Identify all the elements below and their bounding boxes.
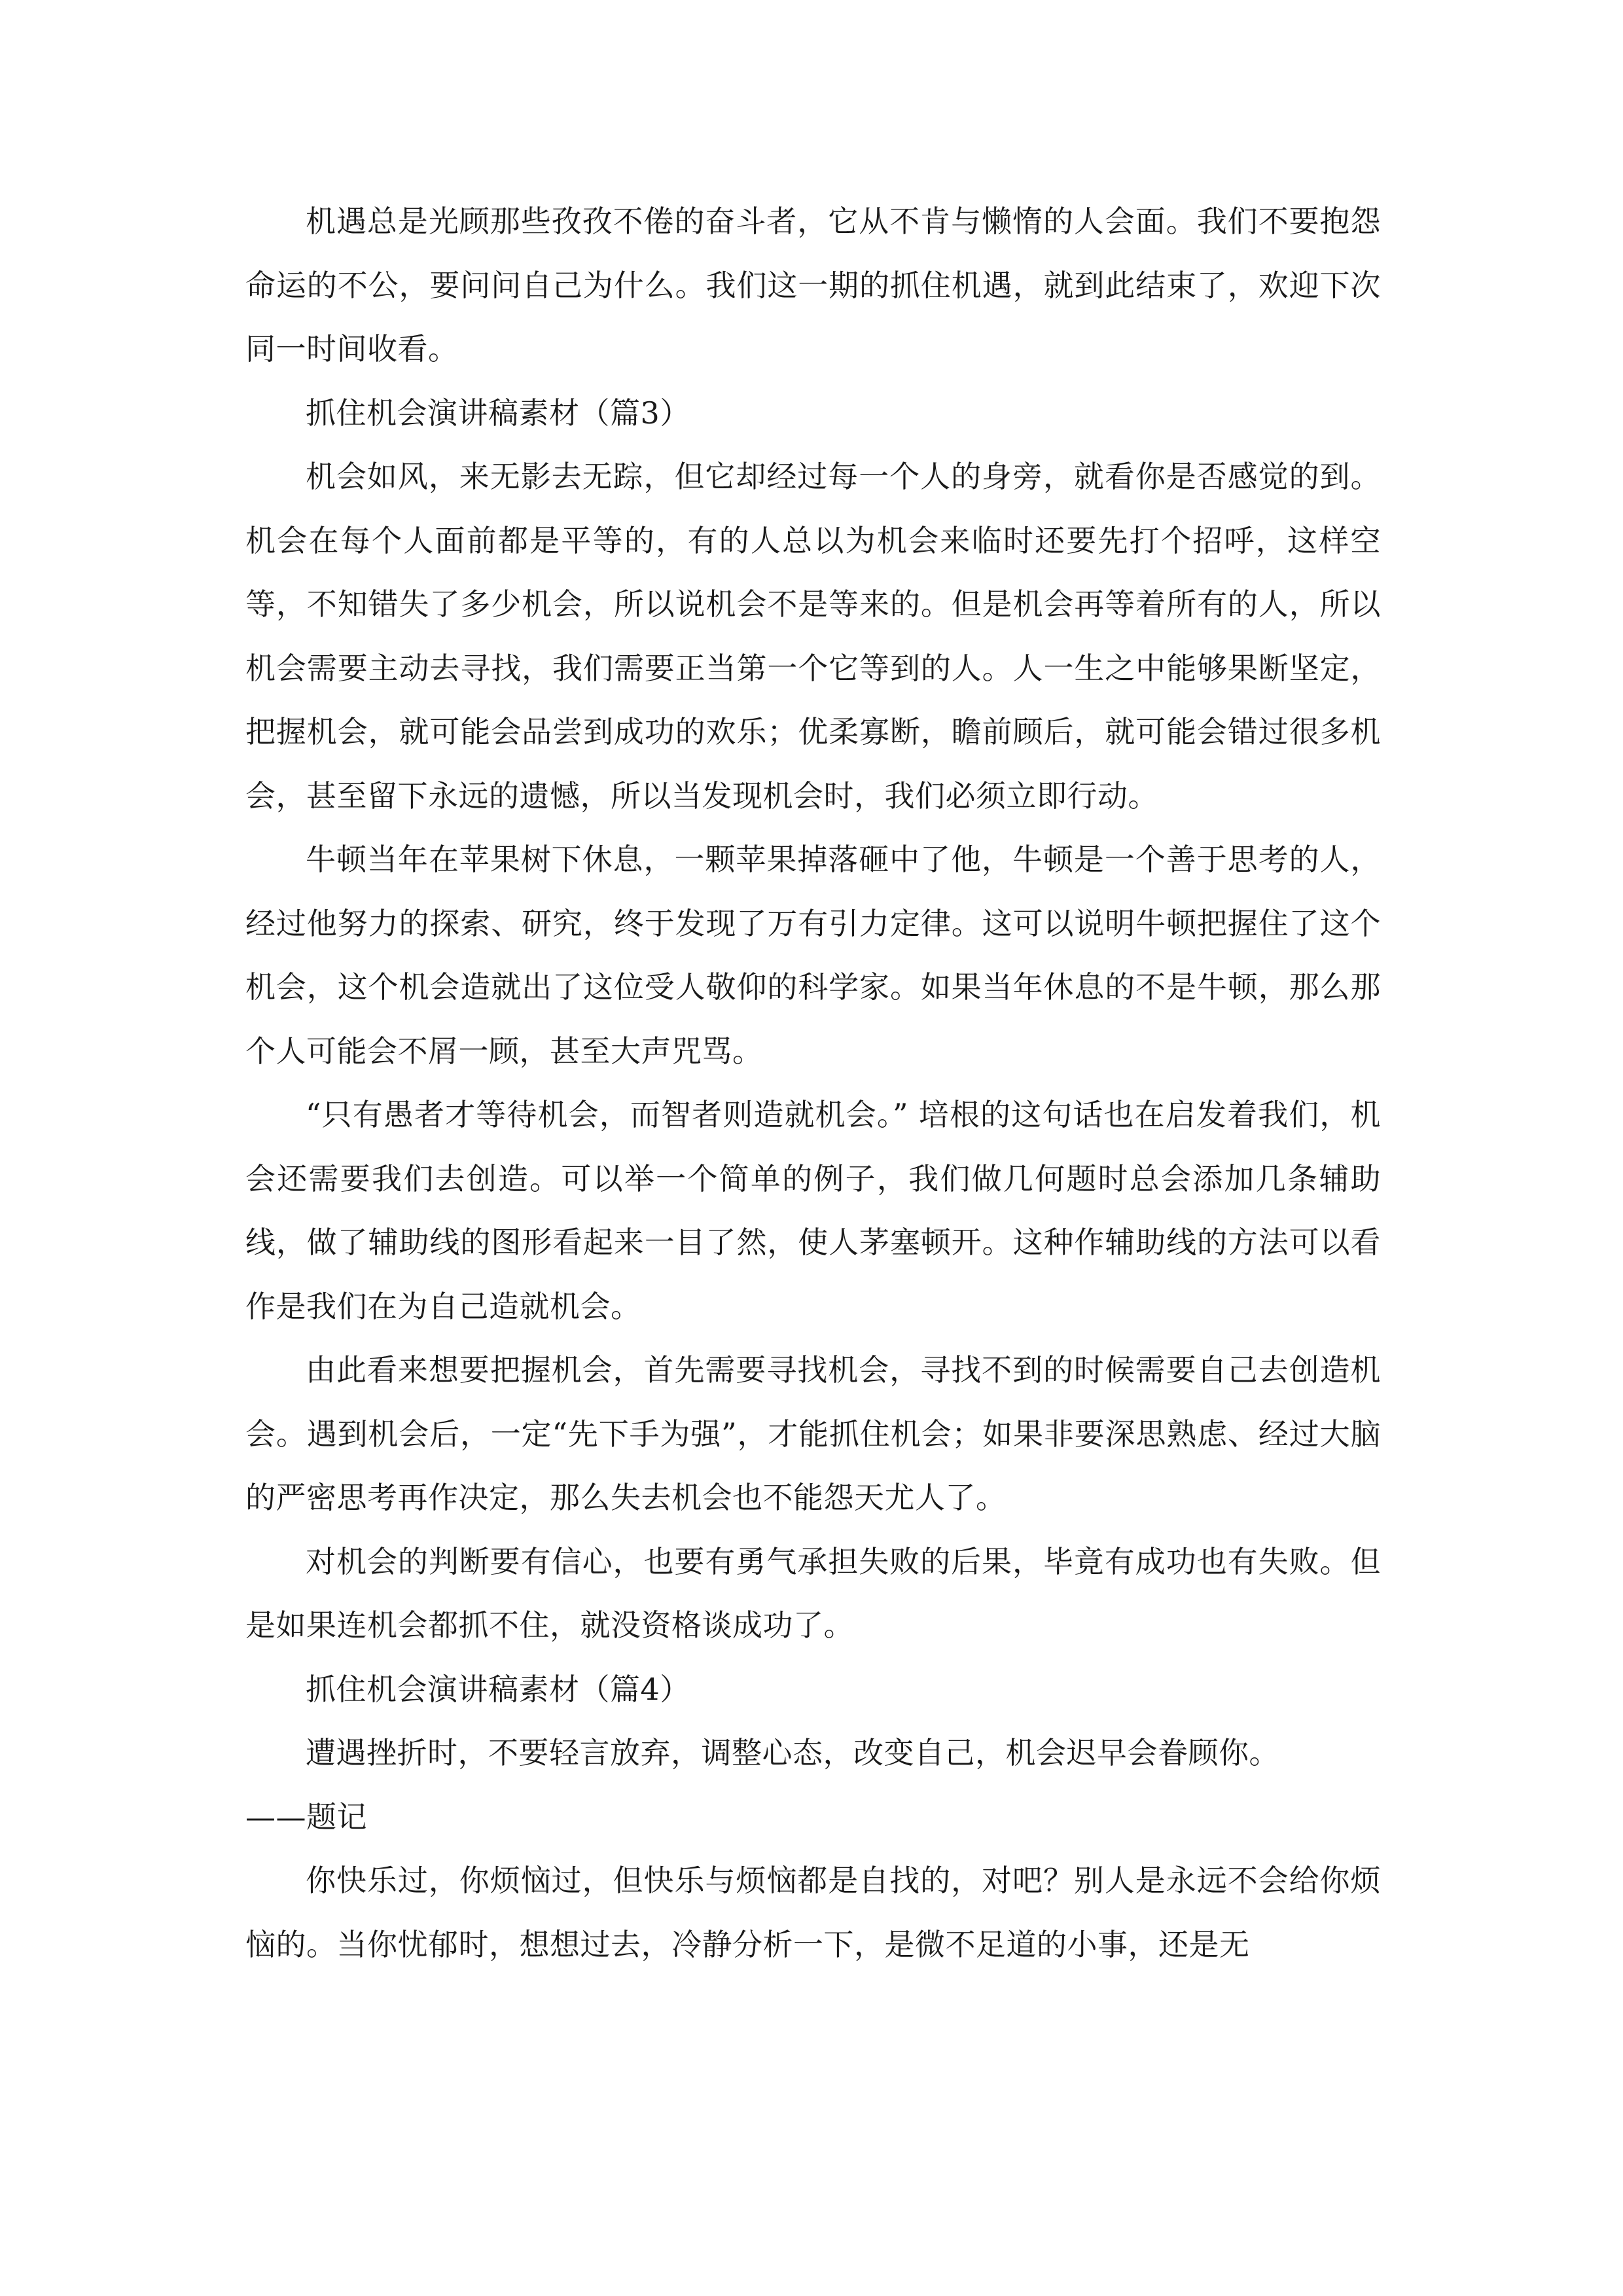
document-page — [245, 190, 1381, 1977]
paragraph-epigraph: 遭遇挫折时，不要轻言放弃，调整心态，改变自己，机会迟早会眷顾你。 — [306, 1735, 1279, 1770]
epigraph-signature: ——题记 — [245, 1799, 367, 1835]
paragraph-opportunity-visits: 机遇总是光顾那些孜孜不倦的奋斗者，它从不肯与懒惰的人会面。我们不要抱怨命运的不公，要问问自己为什么。我们这一期的抓住机遇，就到此结束了，欢迎下次同一时间收看。 — [245, 204, 1381, 367]
paragraph-confidence: 对机会的判断要有信心，也要有勇气承担失败的后果，毕竟有成功也有失败。但是如果连机会都抓不住，就没资格谈成功了。 — [245, 1543, 1381, 1643]
section-heading-part-4: 抓住机会演讲稿素材（篇4） — [306, 1671, 690, 1707]
paragraph-bacon-quote: “只有愚者才等待机会，而智者则造就机会。” 培根的这句话也在启发着我们，机会还需要我们去创造。可以举一个简单的例子，我们做几何题时总会添加几条辅助线，做了辅助线的图形看起来一目了然，使人茅塞顿开。这种作辅助线的方法可以看作是我们在为自己造就机会。 — [245, 1097, 1381, 1324]
paragraph-opportunity-wind: 机会如风，来无影去无踪，但它却经过每一个人的身旁，就看你是否感觉的到。机会在每个人面前都是平等的，有的人总以为机会来临时还要先打个招呼，这样空等，不知错失了多少机会，所以说机会不是等来的。但是机会再等着所有的人，所以机会需要主动去寻找，我们需要正当第一个它等到的人。人一生之中能够果断坚定，把握机会，就可能会品尝到成功的欢乐；优柔寡断，瞻前顾后，就可能会错过很多机会，甚至留下永远的遗憾，所以当发现机会时，我们必须立即行动。 — [245, 459, 1381, 814]
paragraph-seize-first: 由此看来想要把握机会，首先需要寻找机会，寻找不到的时候需要自己去创造机会。遇到机会后，一定“先下手为强”，才能抓住机会；如果非要深思熟虑、经过大脑的严密思考再作决定，那么失去机会也不能怨天尤人了。 — [245, 1352, 1381, 1515]
section-heading-part-3: 抓住机会演讲稿素材（篇3） — [306, 395, 690, 431]
paragraph-happiness: 你快乐过，你烦恼过，但快乐与烦恼都是自找的，对吧？别人是永远不会给你烦恼的。当你忧郁时，想想过去，冷静分析一下，是微不足道的小事，还是无 — [245, 1863, 1381, 1962]
paragraph-newton: 牛顿当年在苹果树下休息，一颗苹果掉落砸中了他，牛顿是一个善于思考的人，经过他努力的探索、研究，终于发现了万有引力定律。这可以说明牛顿把握住了这个机会，这个机会造就出了这位受人敬仰的科学家。如果当年休息的不是牛顿，那么那个人可能会不屑一顾，甚至大声咒骂。 — [245, 842, 1381, 1069]
